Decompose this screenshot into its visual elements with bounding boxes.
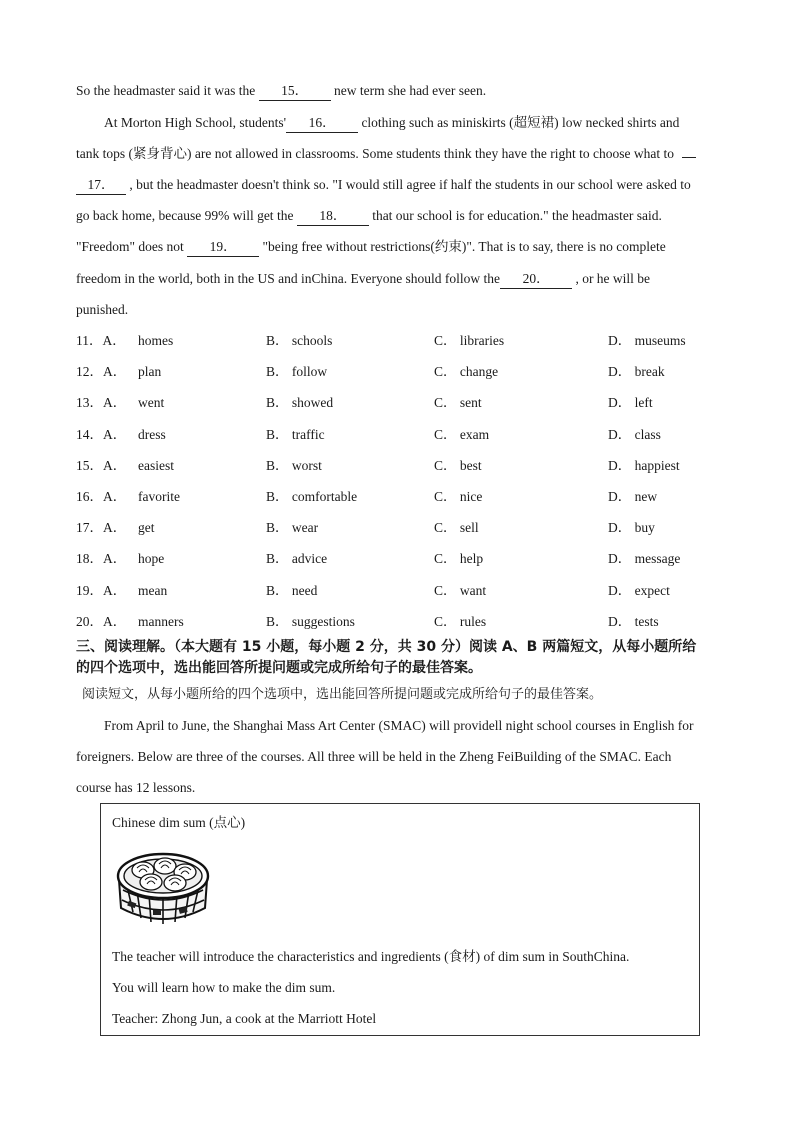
blank-16[interactable]: 16． bbox=[286, 114, 358, 133]
cloze-text: "Freedom" does not bbox=[76, 239, 188, 254]
option-c[interactable]: C． want bbox=[434, 583, 487, 598]
cloze-text: clothing such as miniskirts (超短裙) low necked shirts and bbox=[358, 115, 680, 130]
option-b[interactable]: B． suggestions bbox=[266, 614, 355, 629]
cloze-text: tank tops (紧身背心) are not allowed in classrooms. Some students think they have the right to choose what to bbox=[76, 146, 675, 161]
option-a[interactable]: hope bbox=[138, 551, 165, 566]
option-d[interactable]: D． message bbox=[608, 551, 681, 566]
section-heading bbox=[76, 637, 748, 679]
intro-text: From April to June, the Shanghai Mass Art Center (SMAC) will providell night school courses in English for bbox=[104, 718, 694, 733]
option-b[interactable]: B． showed bbox=[266, 395, 334, 410]
question-row bbox=[76, 519, 716, 537]
option-b[interactable]: B． worst bbox=[266, 458, 322, 473]
option-c[interactable]: C． libraries bbox=[434, 333, 505, 348]
option-a[interactable]: manners bbox=[138, 614, 184, 629]
option-b[interactable]: B． need bbox=[266, 583, 318, 598]
cloze-text: At Morton High School, students' bbox=[104, 115, 287, 130]
option-c[interactable]: C． sell bbox=[434, 520, 479, 535]
blank-17[interactable]: 17． bbox=[76, 176, 126, 195]
option-c[interactable]: C． help bbox=[434, 551, 484, 566]
option-d[interactable]: D． left bbox=[608, 395, 653, 410]
option-b[interactable]: B． wear bbox=[266, 520, 319, 535]
question-number: 19．A． bbox=[76, 583, 127, 598]
option-b[interactable]: B． traffic bbox=[266, 427, 325, 442]
cloze-line-19 bbox=[76, 238, 666, 257]
option-d[interactable]: D． break bbox=[608, 364, 665, 379]
option-a[interactable]: easiest bbox=[138, 458, 174, 473]
cloze-line-17 bbox=[76, 176, 691, 195]
cloze-text: freedom in the world, both in the US and inChina. Everyone should follow the bbox=[76, 271, 501, 286]
blank-20[interactable]: 20． bbox=[500, 270, 572, 289]
cloze-text: , but the headmaster doesn't think so. "I would still agree if half the students in our school were asked to bbox=[126, 177, 691, 192]
option-d[interactable]: D． new bbox=[608, 489, 658, 504]
option-d[interactable]: D． museums bbox=[608, 333, 686, 348]
course-title: Chinese dim sum (点心) bbox=[112, 815, 246, 830]
question-number: 20．A． bbox=[76, 614, 127, 629]
question-row bbox=[76, 488, 716, 506]
cloze-text: go back home, because 99% will get the bbox=[76, 208, 297, 223]
question-row bbox=[76, 363, 716, 381]
option-a[interactable]: plan bbox=[138, 364, 162, 379]
option-c[interactable]: C． sent bbox=[434, 395, 482, 410]
cloze-line-15 bbox=[76, 82, 486, 101]
option-c[interactable]: C． best bbox=[434, 458, 482, 473]
option-a[interactable]: homes bbox=[138, 333, 174, 348]
question-number: 17．A． bbox=[76, 520, 127, 535]
course-description: You will learn how to make the dim sum. bbox=[112, 980, 336, 995]
blank-17-start bbox=[682, 157, 696, 158]
cloze-text: "being free without restrictions(约束)". That is to say, there is no complete bbox=[259, 239, 666, 254]
option-c[interactable]: C． nice bbox=[434, 489, 483, 504]
cloze-line bbox=[76, 145, 696, 163]
option-d[interactable]: D． class bbox=[608, 427, 661, 442]
cloze-text: , or he will be bbox=[572, 271, 651, 286]
option-b[interactable]: B． comfortable bbox=[266, 489, 358, 504]
blank-15[interactable]: 15． bbox=[259, 82, 331, 101]
question-number: 13．A． bbox=[76, 395, 127, 410]
course-teacher: Teacher: Zhong Jun, a cook at the Marriott Hotel bbox=[112, 1011, 377, 1026]
option-d[interactable]: D． tests bbox=[608, 614, 659, 629]
option-c[interactable]: C． change bbox=[434, 364, 499, 379]
option-d[interactable]: D． expect bbox=[608, 583, 670, 598]
dim-sum-steamer-icon bbox=[113, 846, 213, 936]
option-a[interactable]: mean bbox=[138, 583, 168, 598]
option-d[interactable]: D． happiest bbox=[608, 458, 680, 473]
question-number: 11．A． bbox=[76, 333, 126, 348]
cloze-line-20 bbox=[76, 270, 650, 289]
question-number: 14．A． bbox=[76, 427, 127, 442]
question-row bbox=[76, 457, 716, 475]
option-b[interactable]: B． follow bbox=[266, 364, 328, 379]
option-c[interactable]: C． exam bbox=[434, 427, 490, 442]
cloze-line bbox=[76, 301, 128, 319]
option-d[interactable]: D． buy bbox=[608, 520, 655, 535]
question-number: 15．A． bbox=[76, 458, 127, 473]
option-b[interactable]: B． schools bbox=[266, 333, 333, 348]
question-row bbox=[76, 332, 716, 350]
cloze-line-18 bbox=[76, 207, 662, 226]
option-a[interactable]: favorite bbox=[138, 489, 180, 504]
cloze-text: So the headmaster said it was the bbox=[76, 83, 259, 98]
option-a[interactable]: dress bbox=[138, 427, 166, 442]
cloze-text: that our school is for education." the headmaster said. bbox=[368, 208, 662, 223]
course-description: The teacher will introduce the characteristics and ingredients (食材) of dim sum in SouthChina. bbox=[112, 949, 630, 964]
question-number: 16．A． bbox=[76, 489, 127, 504]
question-number: 18．A． bbox=[76, 551, 127, 566]
instruction-text: 阅读短文，从每小题所给的四个选项中，选出能回答所提问题或完成所给句子的最佳答案。 bbox=[82, 687, 603, 702]
option-a[interactable]: went bbox=[138, 395, 165, 410]
question-row bbox=[76, 394, 716, 412]
blank-18[interactable]: 18． bbox=[297, 207, 369, 226]
option-b[interactable]: B． advice bbox=[266, 551, 328, 566]
question-row bbox=[76, 550, 716, 568]
option-a[interactable]: get bbox=[138, 520, 155, 535]
section-heading-line: 三、阅读理解。（本大题有 15 小题，每小题 2 分，共 30 分）阅读 A、B 两篇短文，从每小题所给 bbox=[76, 639, 697, 655]
intro-text: foreigners. Below are three of the courses. All three will be held in the Zheng FeiBuilding of the SMAC. Each bbox=[76, 749, 672, 764]
cloze-text: punished. bbox=[76, 302, 129, 317]
question-row bbox=[76, 582, 716, 600]
cloze-line-16 bbox=[104, 114, 679, 133]
question-row bbox=[76, 426, 716, 444]
option-c[interactable]: C． rules bbox=[434, 614, 487, 629]
question-row bbox=[76, 613, 716, 631]
section-heading-line: 的四个选项中，选出能回答所提问题或完成所给句子的最佳答案。 bbox=[76, 660, 482, 676]
question-number: 12．A． bbox=[76, 364, 127, 379]
blank-19[interactable]: 19． bbox=[187, 238, 259, 257]
cloze-text: new term she had ever seen. bbox=[330, 83, 487, 98]
intro-text: course has 12 lessons. bbox=[76, 780, 196, 795]
course-box bbox=[100, 803, 700, 1036]
